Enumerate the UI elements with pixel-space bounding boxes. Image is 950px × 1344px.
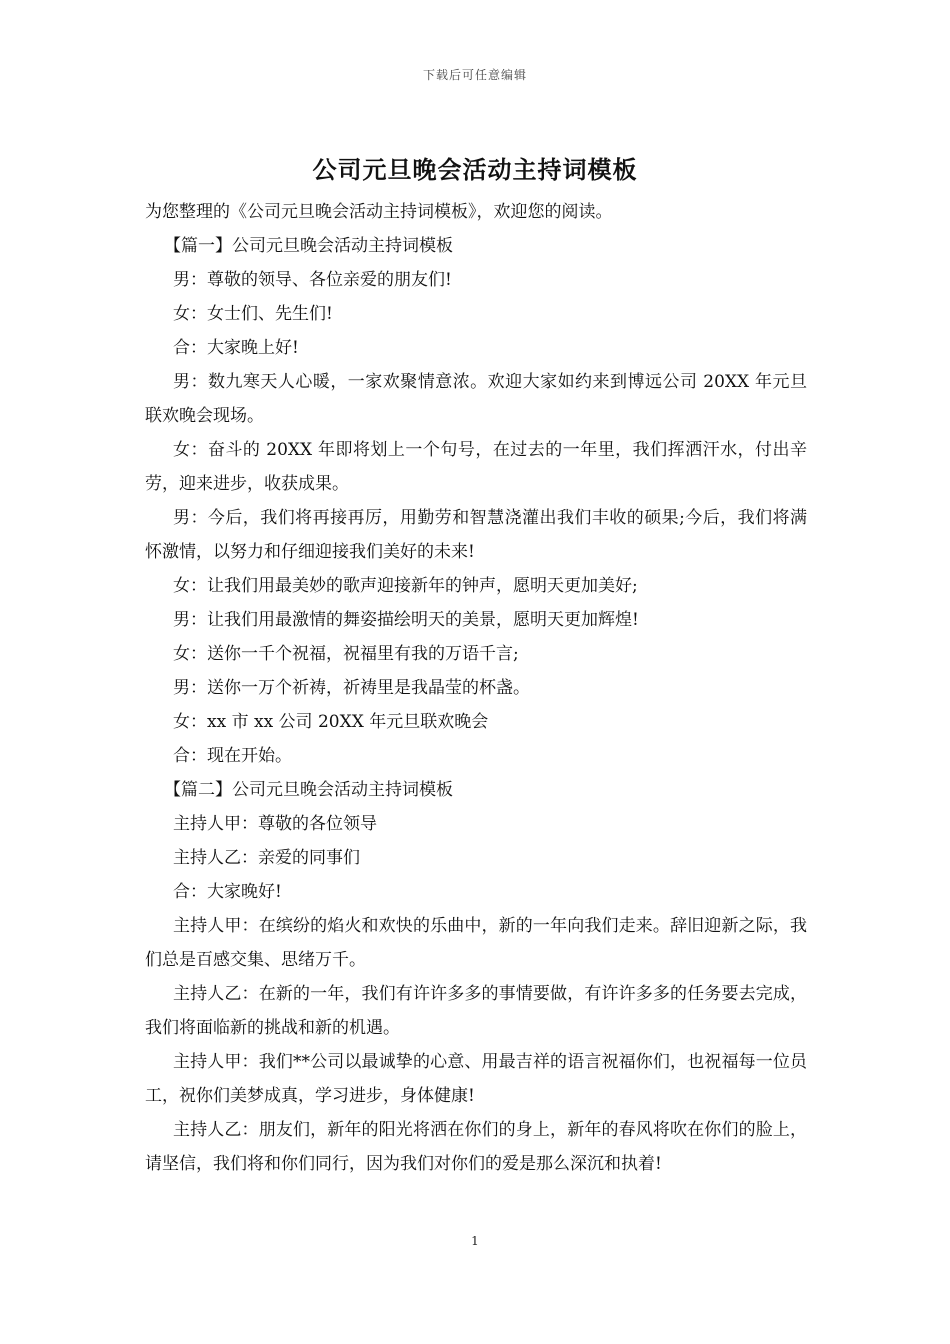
dialogue-line: 男：数九寒天人心暖，一家欢聚情意浓。欢迎大家如约来到博远公司 20XX 年元旦联欢晚会现场。 [145,372,807,426]
dialogue-line: 女：奋斗的 20XX 年即将划上一个句号，在过去的一年里，我们挥洒汗水，付出辛劳，迎来进步，收获成果。 [145,440,807,494]
document-title: 公司元旦晚会活动主持词模板 [312,155,638,184]
dialogue-line: 女：让我们用最美妙的歌声迎接新年的钟声，愿明天更加美好; [173,576,638,596]
dialogue-line: 女：xx 市 xx 公司 20XX 年元旦联欢晚会 [173,712,489,732]
dialogue-line: 主持人乙：在新的一年，我们有许许多多的事情要做，有许许多多的任务要去完成，我们将面临新的挑战和新的机遇。 [145,984,807,1038]
intro-paragraph: 为您整理的《公司元旦晚会活动主持词模板》，欢迎您的阅读。 [145,202,613,222]
section-heading-2: 【篇二】公司元旦晚会活动主持词模板 [164,780,453,800]
dialogue-line: 主持人乙：朋友们，新年的阳光将洒在你们的身上，新年的春风将吹在你们的脸上，请坚信，我们将和你们同行，因为我们对你们的爱是那么深沉和执着! [145,1120,807,1174]
section-heading-1: 【篇一】公司元旦晚会活动主持词模板 [164,236,453,256]
dialogue-line: 男：今后，我们将再接再厉，用勤劳和智慧浇灌出我们丰收的硕果;今后，我们将满怀激情，以努力和仔细迎接我们美好的未来! [145,508,807,562]
dialogue-line: 男：送你一万个祈祷，祈祷里是我晶莹的杯盏。 [173,678,530,698]
dialogue-line: 合：大家晚好! [173,882,282,902]
dialogue-line: 合：大家晚上好! [173,338,299,358]
dialogue-line: 男：尊敬的领导、各位亲爱的朋友们! [173,270,452,290]
header-note: 下载后可任意编辑 [422,68,527,82]
dialogue-line: 主持人甲：在缤纷的焰火和欢快的乐曲中，新的一年向我们走来。辞旧迎新之际，我们总是百感交集、思绪万千。 [145,916,807,970]
dialogue-line: 男：让我们用最激情的舞姿描绘明天的美景，愿明天更加辉煌! [173,610,639,630]
dialogue-line: 合：现在开始。 [173,746,292,766]
dialogue-line: 女：女士们、先生们! [173,304,333,324]
dialogue-line: 主持人甲：我们**公司以最诚挚的心意、用最吉祥的语言祝福你们，也祝福每一位员工，祝你们美梦成真，学习进步，身体健康! [145,1052,807,1106]
dialogue-line: 主持人乙：亲爱的同事们 [173,848,360,868]
document-body [145,195,807,1181]
dialogue-line: 主持人甲：尊敬的各位领导 [173,814,377,834]
dialogue-line: 女：送你一千个祝福，祝福里有我的万语千言; [173,644,519,664]
page-number: 1 [471,1234,479,1248]
